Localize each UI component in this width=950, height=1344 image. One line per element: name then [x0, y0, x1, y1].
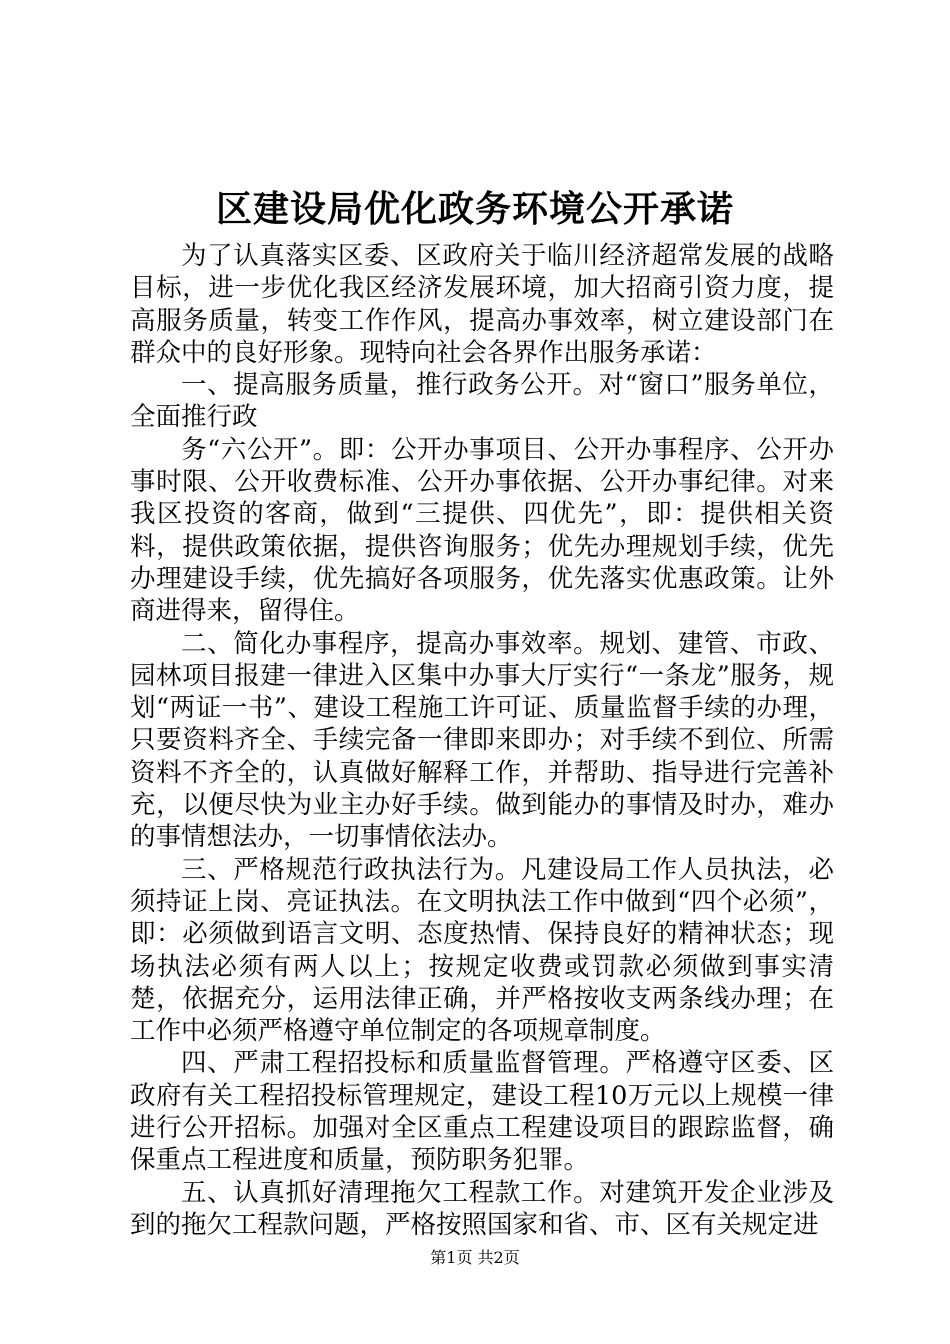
paragraph-item-5: 五、认真抓好清理拖欠工程款工作。对建筑开发企业涉及到的拖欠工程款问题，严格按照国家和省、市、区有关规定进 [130, 1177, 834, 1240]
document-title: 区建设局优化政务环境公开承诺 [215, 188, 734, 230]
paragraph-item-2: 二、简化办事程序，提高办事效率。规划、建管、市政、园林项目报建一律进入区集中办事大厅实行“一条龙”服务，规划“两证一书”、建设工程施工许可证、质量监督手续的办理，只要资料齐全、手续完备一律即来即办；对手续不到位、所需资料不齐全的，认真做好解释工作，并帮助、指导进行完善补充，以便尽快为业主办好手续。做到能办的事情及时办，难办的事情想法办，一切事情依法办。 [130, 628, 834, 853]
paragraph-intro: 为了认真落实区委、区政府关于临川经济超常发展的战略目标，进一步优化我区经济发展环境，加大招商引资力度，提高服务质量，转变工作作风，提高办事效率，树立建设部门在群众中的良好形象。现特向社会各界作出服务承诺： [130, 241, 834, 368]
paragraph-item-1: 一、提高服务质量，推行政务公开。对“窗口”服务单位，全面推行政 [130, 370, 834, 433]
page-number-footer: 第1页 共2页 [430, 1248, 520, 1267]
document-body [130, 240, 834, 1241]
paragraph-item-1-continued: 务“六公开”。即：公开办事项目、公开办事程序、公开办事时限、公开收费标准、公开办事依据、公开办事纪律。对来我区投资的客商，做到“三提供、四优先”，即：提供相关资料，提供政策依据，提供咨询服务；优先办理规划手续，优先办理建设手续，优先搞好各项服务，优先落实优惠政策。让外商进得来，留得住。 [130, 434, 834, 627]
paragraph-item-4: 四、严肃工程招投标和质量监督管理。严格遵守区委、区政府有关工程招投标管理规定，建设工程10万元以上规模一律进行公开招标。加强对全区重点工程建设项目的跟踪监督，确保重点工程进度和质量，预防职务犯罪。 [130, 1048, 834, 1176]
paragraph-item-3: 三、严格规范行政执法行为。凡建设局工作人员执法，必须持证上岗、亮证执法。在文明执法工作中做到“四个必须”，即：必须做到语言文明、态度热情、保持良好的精神状态；现场执法必须有两人以上；按规定收费或罚款必须做到事实清楚，依据充分，运用法律正确，并严格按收支两条线办理；在工作中必须严格遵守单位制定的各项规章制度。 [130, 854, 834, 1047]
